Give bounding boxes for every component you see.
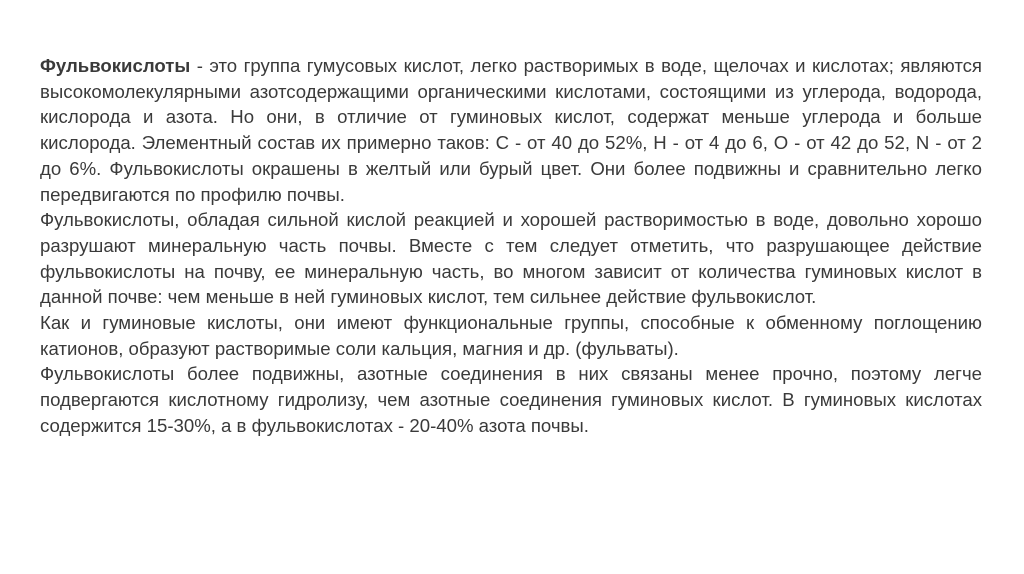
paragraph-definition [40, 53, 982, 207]
paragraph-definition-text: - это группа гумусовых кислот, легко растворимых в воде, щелочах и кислотах; являются высокомолекулярными азотсодержащими органическими кислотами, состоящими из углерода, водорода, кислорода и азота. Но они, в отличие от гуминовых кислот, содержат меньше углерода и больше кислорода. Элементный состав их примерно таков: С - от 40 до 52%, Н - от 4 до 6, О - от 42 до 52, N - от 2 до 6%. Фульвокислоты окрашены в желтый или бурый цвет. Они более подвижны и сравнительно легко передвигаются по профилю почвы. [40, 55, 982, 205]
paragraph-destructive-action: Фульвокислоты, обладая сильной кислой реакцией и хорошей растворимостью в воде, довольно хорошо разрушают минеральную часть почвы. Вместе с тем следует отметить, что разрушающее действие фульвокислоты на почву, ее минеральную часть, во многом зависит от количества гуминовых кислот в данной почве: чем меньше в ней гуминовых кислот, тем сильнее действие фульвокислот. [40, 209, 982, 308]
paragraph-functional-groups: Как и гуминовые кислоты, они имеют функциональные группы, способные к обменному поглощению катионов, образуют растворимые соли кальция, магния и др. (фульваты). [40, 312, 982, 359]
paragraph-mobility: Фульвокислоты более подвижны, азотные соединения в них связаны менее прочно, поэтому легче подвергаются кислотному гидролизу, чем азотные соединения гуминовых кислот. В гуминовых кислотах содержится 15-30%, а в фульвокислотах - 20-40% азота почвы. [40, 363, 982, 436]
text-block [40, 53, 982, 439]
term-fulvic-acids: Фульвокислоты [40, 55, 191, 76]
